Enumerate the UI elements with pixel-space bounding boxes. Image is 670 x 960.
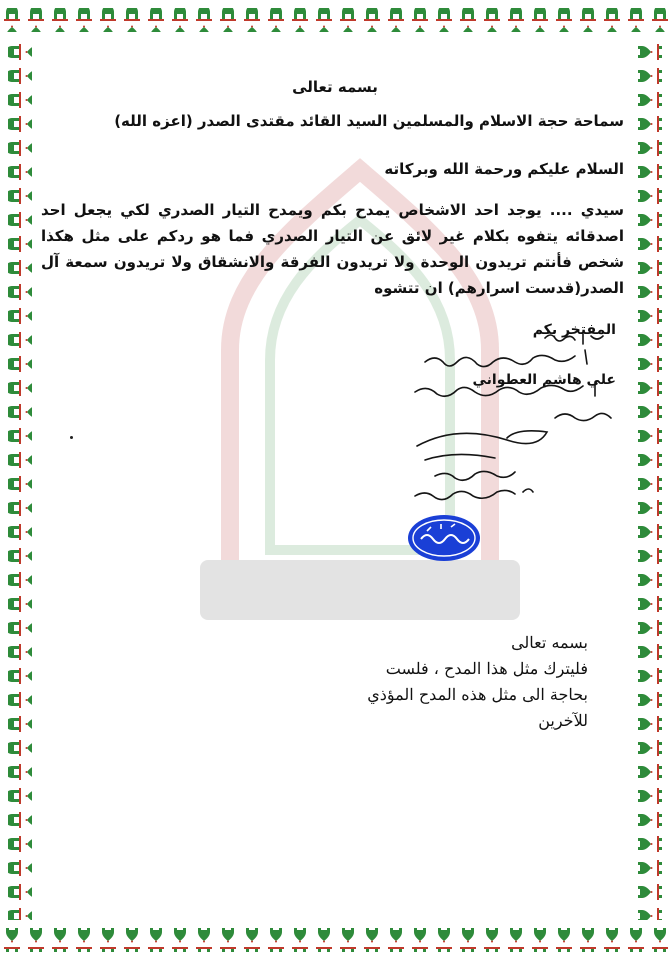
handwritten-reply-image [395,320,630,505]
typed-reply-line: فليترك مثل هذا المدح ، فلست [385,659,588,678]
letter-heading: بسمه تعالى [292,78,378,96]
stray-mark [70,436,73,439]
letter-sender: علي هاشم العطواني [472,372,616,388]
typed-reply-line: للآخرين [538,711,588,730]
decorative-border-bottom [0,920,670,960]
letter-greeting: السلام عليكم ورحمة الله وبركاته [384,160,624,178]
letter-closing: المفتخر بكم [532,322,616,338]
typed-reply-line: بسمه تعالى [511,633,588,652]
decorative-border-top [0,0,670,40]
decorative-border-left [0,40,40,920]
typed-reply-block [288,630,588,734]
typed-reply-line: بحاجة الى مثل هذه المدح المؤذي [367,685,588,704]
letter-body: سيدي .... يوجد احد الاشخاص يمدح بكم ويمدح التيار الصدري لكي يجعل احد اصدقائه يتفوه بكلام غير لائق عن التيار الصدري فما هو ردكم على مثل هكذا شخص فأنتم تريدون الوحدة ولا تريدون الفرقة والانشقاق ولا تريدون سمعة آل الصدر(قدست اسرارهم) ان تتشوه [41,201,624,297]
decorative-border-right [630,40,670,920]
letter-addressee: سماحة حجة الاسلام والمسلمين السيد القائد مقتدى الصدر (اعزه الله) [114,112,624,130]
official-seal-stamp [405,512,483,564]
